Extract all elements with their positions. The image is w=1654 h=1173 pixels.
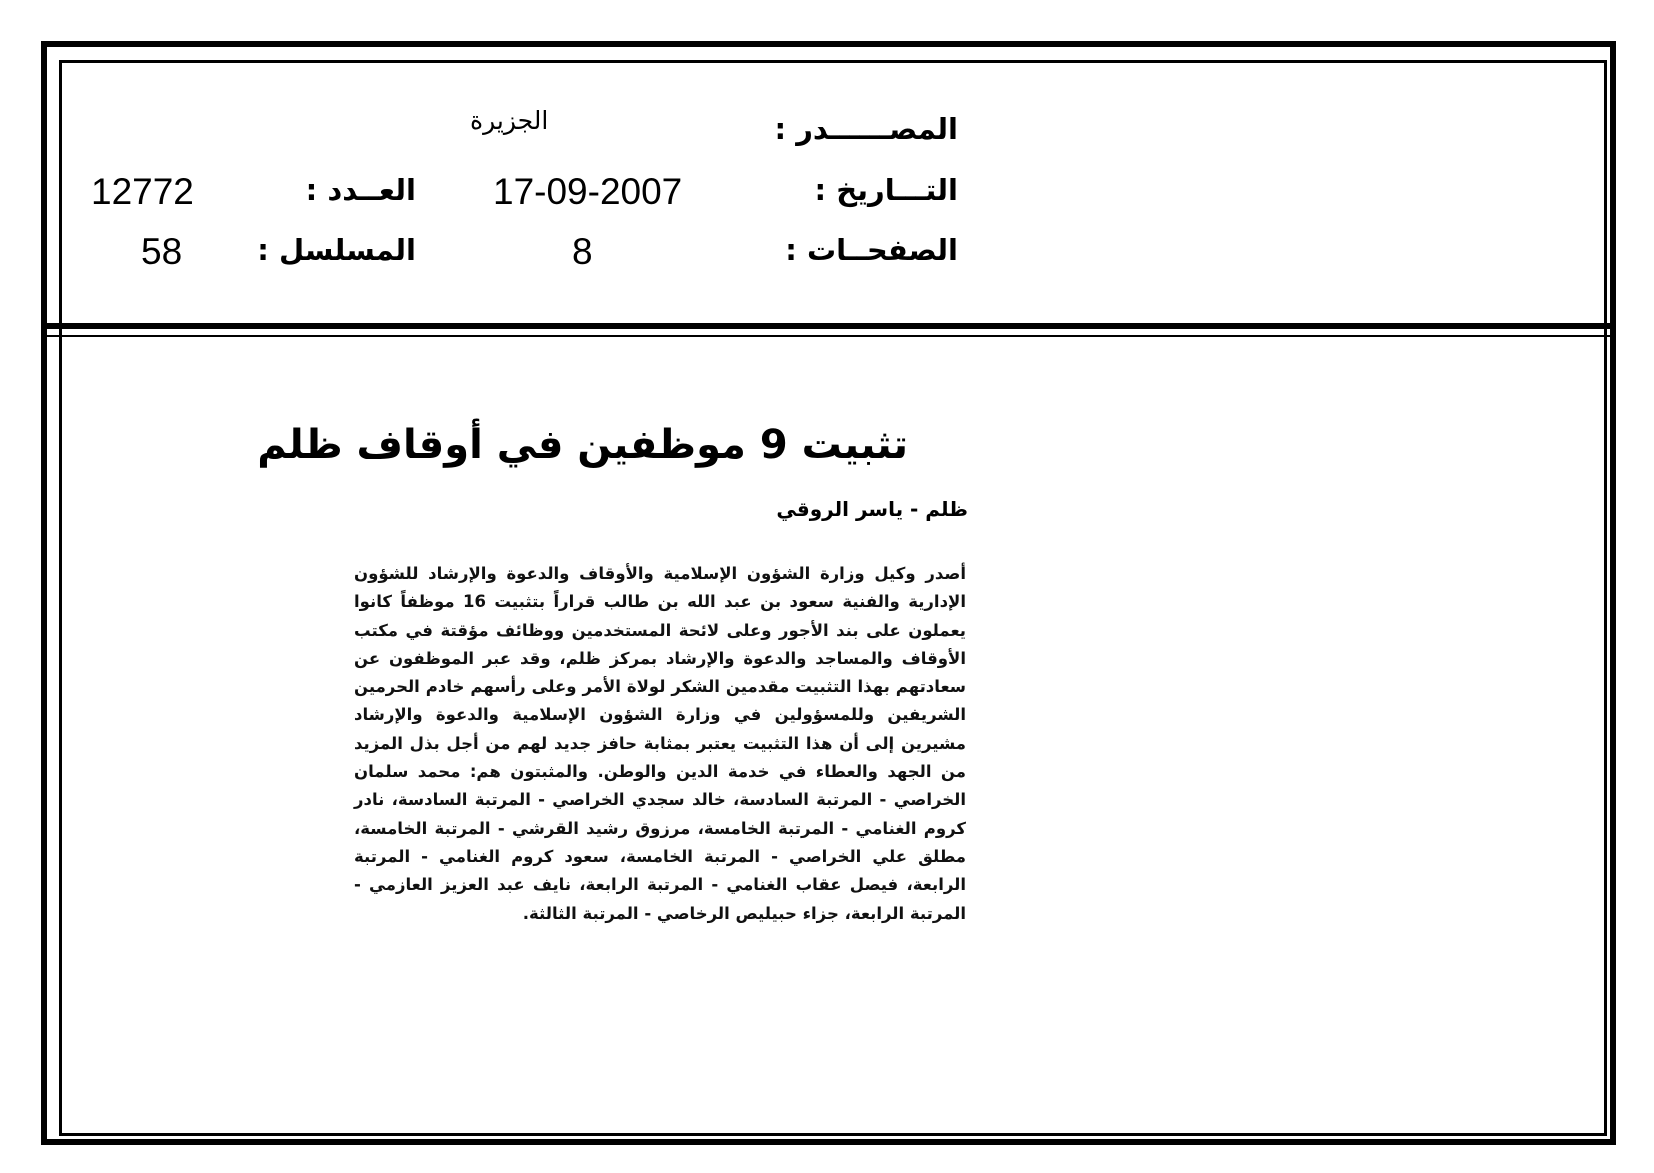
serial-label: المسلسل : bbox=[257, 233, 416, 267]
header-divider-thick bbox=[47, 323, 1610, 329]
issue-value: 12772 bbox=[91, 171, 194, 212]
header-divider-thin bbox=[47, 335, 1610, 337]
issue-label: العــدد : bbox=[305, 173, 416, 207]
source-value: الجزيرة bbox=[470, 106, 549, 135]
date-label: التـــاريخ : bbox=[814, 173, 958, 207]
source-label: المصــــــدر : bbox=[774, 112, 958, 146]
article-headline: تثبيت 9 موظفين في أوقاف ظلم bbox=[257, 422, 908, 468]
date-value: 17-09-2007 bbox=[493, 171, 683, 212]
article-byline: ظلم - ياسر الروقي bbox=[776, 497, 968, 521]
serial-value: 58 bbox=[141, 231, 183, 272]
pages-value: 8 bbox=[572, 231, 593, 272]
pages-label: الصفحــات : bbox=[785, 233, 958, 267]
article-body: أصدر وكيل وزارة الشؤون الإسلامية والأوقاف والدعوة والإرشاد للشؤون الإدارية والفنية سعود بن عبد الله بن طالب قراراً بتثبيت 16 موظفاً كانوا يعملون على بند الأجور وعلى لائحة المستخدمين ووظائف مؤقتة في مكتب الأوقاف والمساجد والدعوة والإرشاد بمركز ظلم، وقد عبر الموظفون عن سعادتهم بهذا التثبيت مقدمين الشكر لولاة الأمر وعلى رأسهم خادم الحرمين الشريفين وللمسؤولين في وزارة الشؤون الإسلامية والدعوة والإرشاد مشيرين إلى أن هذا التثبيت يعتبر بمثابة حافز جديد لهم من أجل بذل المزيد من الجهد والعطاء في خدمة الدين والوطن. والمثبتون هم: محمد سلمان الخراصي - المرتبة السادسة، خالد سجدي الخراصي - المرتبة السادسة، نادر كروم الغنامي - المرتبة الخامسة، مرزوق رشيد القرشي - المرتبة الخامسة، مطلق علي الخراصي - المرتبة الخامسة، سعود كروم الغنامي - المرتبة الرابعة، فيصل عقاب الغنامي - المرتبة الرابعة، نايف عبد العزيز العازمي - المرتبة الرابعة، جزاء حبيليص الرخاصي - المرتبة الثالثة. bbox=[354, 564, 966, 923]
